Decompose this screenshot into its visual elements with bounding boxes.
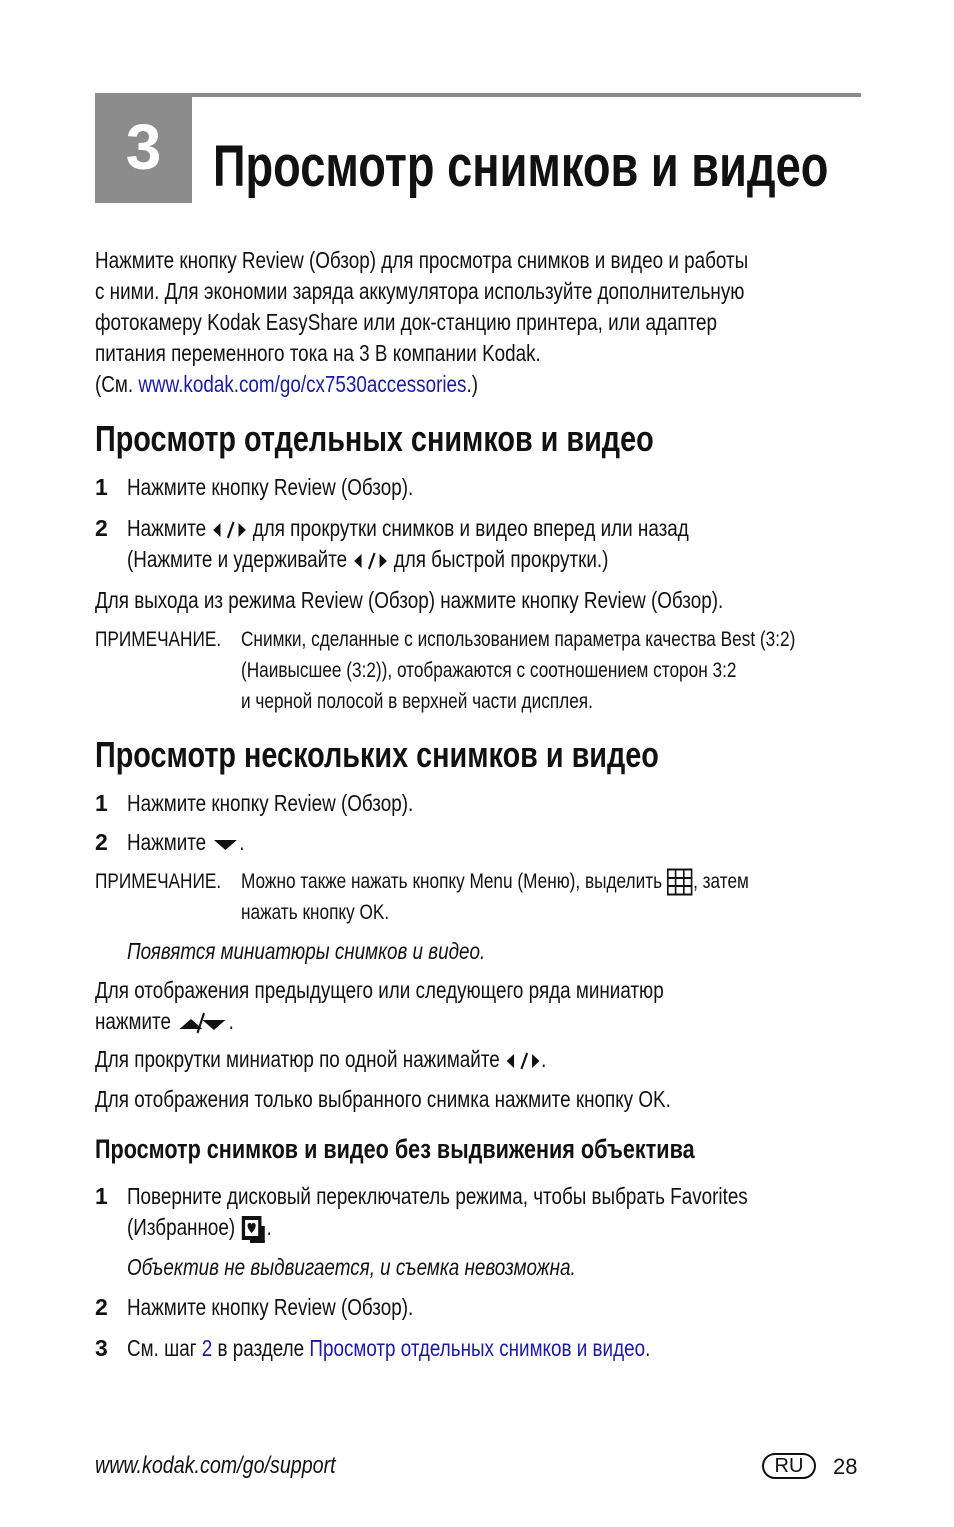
section-single-link[interactable]: Просмотр отдельных снимков и видео — [309, 1335, 646, 1361]
left-right-arrow-icon — [505, 1050, 541, 1072]
step-number: 2 — [95, 515, 108, 541]
result-text: Объектив не выдвигается, и съемка невозможна. — [127, 1254, 576, 1280]
chapter-title: Просмотр снимков и видео — [213, 134, 829, 199]
page-number: 28 — [833, 1454, 858, 1479]
section-heading-multi: Просмотр нескольких снимков и видео — [95, 734, 659, 775]
intro-line: с ними. Для экономии заряда аккумулятора используйте дополнительную — [95, 278, 745, 304]
step-text: Нажмите кнопку Review (Обзор). — [127, 790, 414, 816]
note-text: Можно также нажать кнопку Menu (Меню), выделить , затем нажать кнопку OK. — [241, 870, 749, 924]
step-number: 1 — [95, 790, 108, 816]
step-text: Нажмите кнопку Review (Обзор). — [127, 1294, 414, 1320]
section-heading-single: Просмотр отдельных снимков и видео — [95, 418, 654, 459]
grid-thumbnails-icon — [667, 868, 693, 896]
step-text: Нажмите . — [127, 829, 245, 855]
intro-line: фотокамеру Kodak EasyShare или док-станцию принтера, или адаптер — [95, 309, 718, 335]
step-text: См. шаг 2 в разделе Просмотр отдельных снимков и видео. — [127, 1335, 651, 1361]
row-text: Для отображения предыдущего или следующего ряда миниатюр нажмите . — [95, 977, 664, 1034]
step-number: 2 — [95, 1294, 108, 1320]
step-number: 2 — [95, 829, 108, 855]
step-text: Нажмите кнопку Review (Обзор). — [127, 474, 414, 500]
section-heading-no-lens: Просмотр снимков и видео без выдвижения объектива — [95, 1134, 695, 1164]
intro-line: Нажмите кнопку Review (Обзор) для просмотра снимков и видео и работы — [95, 247, 749, 273]
scroll-text: Для прокрутки миниатюр по одной нажимайте . — [95, 1046, 547, 1072]
chapter-number-box — [95, 93, 192, 203]
note-label: ПРИМЕЧАНИЕ. — [95, 870, 222, 893]
step-text: Нажмите для прокрутки снимков и видео вперед или назад (Нажмите и удерживайте для быстрой прокрутки.) — [127, 515, 689, 572]
footer-url: www.kodak.com/go/support — [95, 1452, 336, 1479]
note-text: Снимки, сделанные с использованием параметра качества Best (3:2) (Наивысшее (3:2)), отображаются с соотношением сторон 3:2 и черной полосой в верхней части дисплея. — [241, 628, 796, 713]
step-number: 1 — [95, 474, 108, 500]
exit-text: Для выхода из режима Review (Обзор) нажмите кнопку Review (Обзор). — [95, 587, 724, 613]
chapter-number: 3 — [125, 111, 162, 183]
intro-paragraph: Нажмите кнопку Review (Обзор) для просмотра снимков и видео и работы с ними. Для экономии заряда аккумулятора используйте дополнительную фотокамеру Kodak EasyShare или док-станцию принтера, или адаптер питания переменного тока на 3 В компании Kodak. (См. www.kodak.com/go/cx7530accessories.) — [95, 247, 749, 397]
accessories-link[interactable]: www.kodak.com/go/cx7530accessories — [138, 371, 467, 397]
chapter-top-rule — [95, 93, 861, 97]
down-arrow-icon — [211, 834, 239, 854]
step-number: 3 — [95, 1335, 108, 1361]
result-text: Появятся миниатюры снимков и видео. — [127, 938, 486, 964]
up-down-arrow-icon — [176, 1011, 228, 1035]
left-right-arrow-icon — [352, 550, 388, 572]
note-label: ПРИМЕЧАНИЕ. — [95, 628, 222, 651]
step-text: Поверните дисковый переключатель режима, чтобы выбрать Favorites (Избранное) . — [127, 1181, 884, 1244]
step-number: 1 — [95, 1183, 108, 1209]
favorites-icon — [240, 1214, 266, 1244]
language-badge: RU — [762, 1453, 816, 1479]
intro-line: питания переменного тока на 3 В компании Kodak. — [95, 340, 541, 366]
step-2-link[interactable]: 2 — [201, 1335, 213, 1361]
left-right-arrow-icon — [211, 519, 247, 541]
single-text: Для отображения только выбранного снимка нажмите кнопку OK. — [95, 1086, 671, 1112]
